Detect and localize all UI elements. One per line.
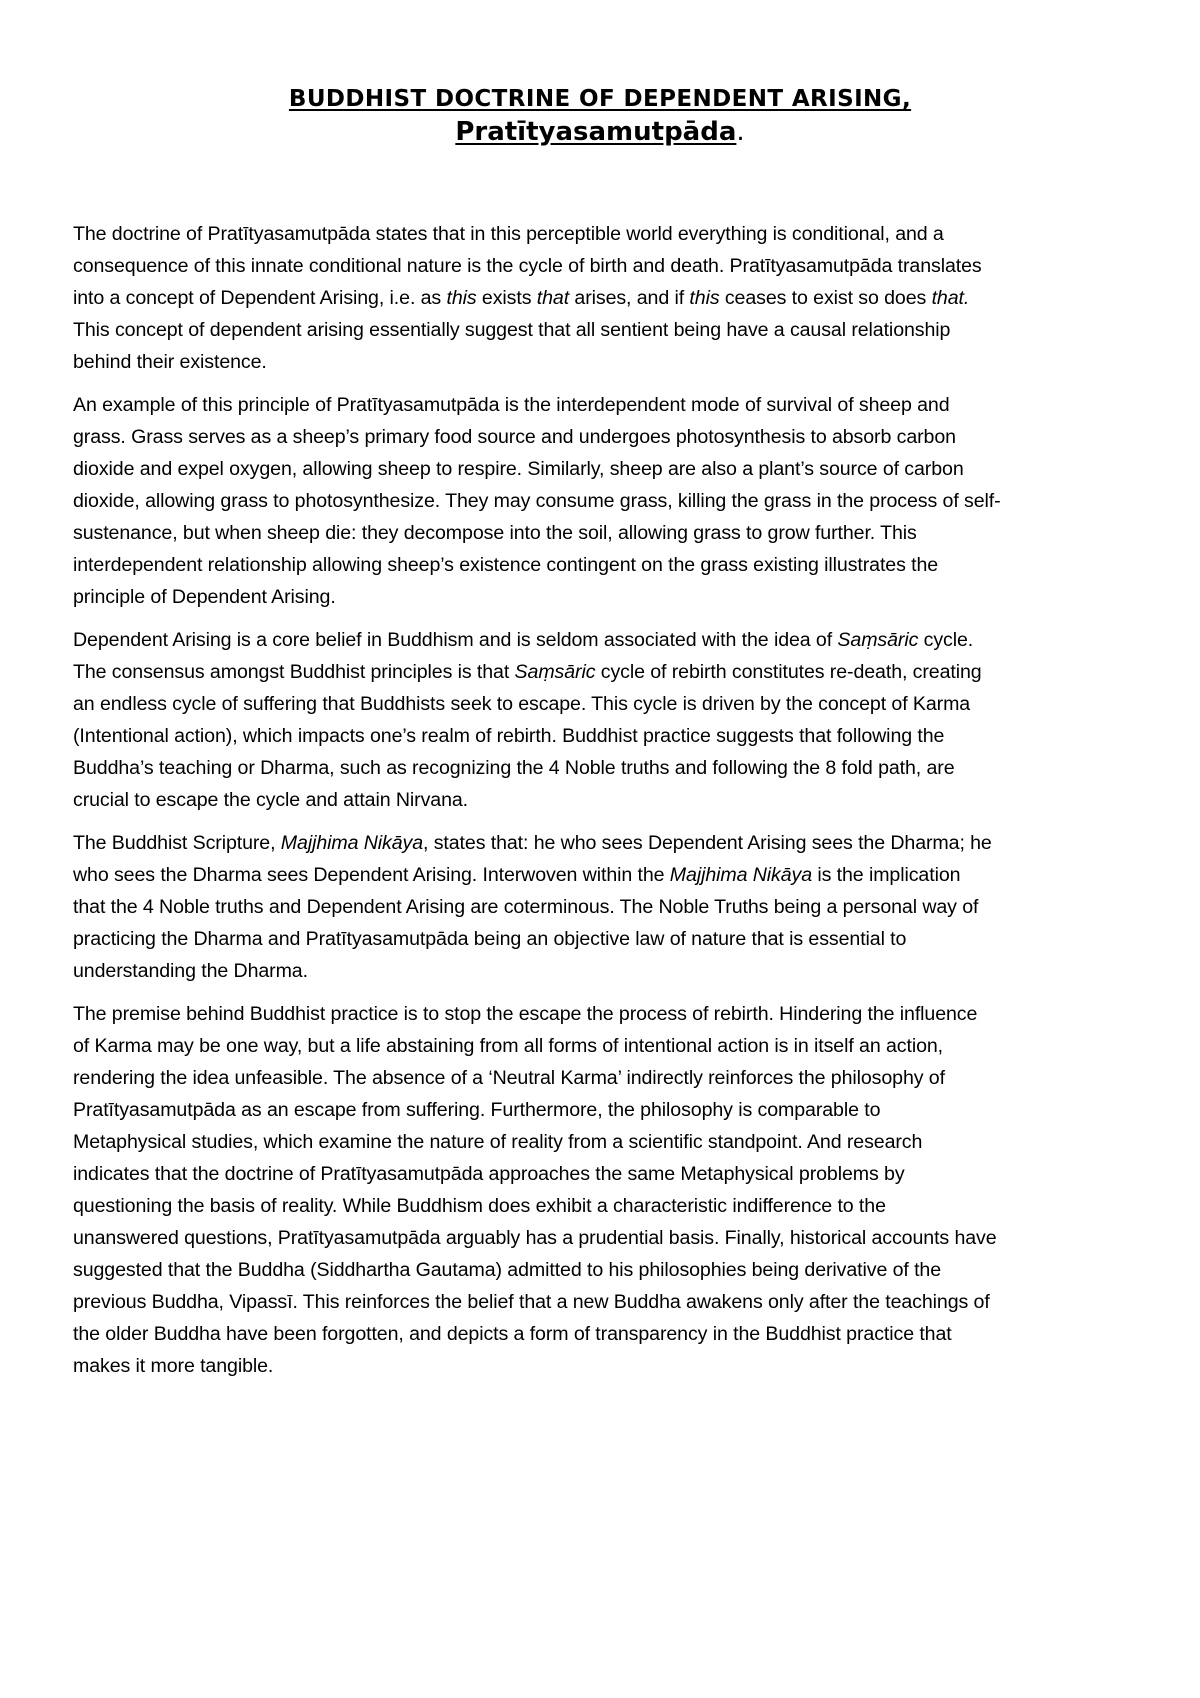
text-run: rendering the idea unfeasible. The absence of a ‘Neutral Karma’ indirectly reinforces the philosophy of [73,1067,945,1089]
text-line [73,859,1136,891]
text-run: consequence of this innate conditional nature is the cycle of birth and death. Pratītyasamutpāda translates [73,255,982,277]
text-run: suggested that the Buddha (Siddhartha Gautama) admitted to his philosophies being derivative of the [73,1259,942,1281]
italic-term: this [446,287,477,309]
text-line [73,1286,1136,1318]
title-heading: BUDDHIST DOCTRINE OF DEPENDENT ARISING, [288,86,912,112]
text-line [73,250,1136,282]
text-run: is the implication [812,864,961,886]
text-line [73,720,1136,752]
paragraph [73,998,1136,1382]
text-line [73,1222,1136,1254]
text-run: previous Buddha, Vipassī. This reinforces the belief that a new Buddha awakens only after the teachings of [73,1291,990,1313]
text-line [73,581,1136,613]
paragraph [73,218,1136,378]
text-line [73,1030,1136,1062]
title-subheading-punct: . [736,117,745,147]
text-run: who sees the Dharma sees Dependent Arising. Interwoven within the [73,864,670,886]
text-line [73,752,1136,784]
text-run: indicates that the doctrine of Pratītyasamutpāda approaches the same Metaphysical problems by [73,1163,905,1185]
text-run: (Intentional action), which impacts one’s realm of rebirth. Buddhist practice suggests that following the [73,725,945,747]
text-line [73,998,1136,1030]
text-line [73,218,1136,250]
text-line [73,549,1136,581]
italic-term: Saṃsāric [514,661,596,683]
text-run: The premise behind Buddhist practice is to stop the escape the process of rebirth. Hindering the influence [73,1003,978,1025]
document-body [73,218,1136,1393]
text-run: An example of this principle of Pratītyasamutpāda is the interdependent mode of survival of sheep and [73,394,950,416]
text-line [73,688,1136,720]
text-line [73,346,1136,378]
text-line [73,923,1136,955]
text-line [73,891,1136,923]
text-run: of Karma may be one way, but a life abstaining from all forms of intentional action is in itself an action, [73,1035,944,1057]
text-run: principle of Dependent Arising. [73,586,336,608]
text-run: into a concept of Dependent Arising, i.e. as [73,287,447,309]
italic-term: that. [931,287,970,309]
text-run: , states that: he who sees Dependent Arising sees the Dharma; he [423,832,992,854]
text-line [73,1318,1136,1350]
title-subheading [0,115,1200,149]
text-run: an endless cycle of suffering that Buddhists seek to escape. This cycle is driven by the concept of Karma [73,693,971,715]
document-title [0,84,1200,149]
text-run: dioxide and expel oxygen, allowing sheep to respire. Similarly, sheep are also a plant’s source of carbon [73,458,964,480]
text-run: practicing the Dharma and Pratītyasamutpāda being an objective law of nature that is essential to [73,928,907,950]
text-line [73,784,1136,816]
text-run: interdependent relationship allowing sheep’s existence contingent on the grass existing illustrates the [73,554,939,576]
text-run: arises, and if [569,287,690,309]
text-run: the older Buddha have been forgotten, and depicts a form of transparency in the Buddhist practice that [73,1323,952,1345]
text-run: Metaphysical studies, which examine the nature of reality from a scientific standpoint. And research [73,1131,923,1153]
paragraph [73,389,1136,613]
text-line [73,421,1136,453]
text-run: dioxide, allowing grass to photosynthesize. They may consume grass, killing the grass in the process of self- [73,490,1001,512]
text-line [73,1350,1136,1382]
text-line [73,517,1136,549]
text-run: The doctrine of Pratītyasamutpāda states that in this perceptible world everything is conditional, and a [73,223,944,245]
italic-term: Majjhima Nikāya [669,864,813,886]
text-run: Pratītyasamutpāda as an escape from suffering. Furthermore, the philosophy is comparable to [73,1099,881,1121]
text-run: Buddha’s teaching or Dharma, such as recognizing the 4 Noble truths and following the 8 fold path, are [73,757,955,779]
italic-term: this [689,287,720,309]
text-run: cycle. [918,629,974,651]
text-run: The consensus amongst Buddhist principles is that [73,661,515,683]
paragraph [73,624,1136,816]
text-line [73,827,1136,859]
text-run: crucial to escape the cycle and attain Nirvana. [73,789,469,811]
text-run: grass. Grass serves as a sheep’s primary food source and undergoes photosynthesis to absorb carbon [73,426,956,448]
text-run: behind their existence. [73,351,267,373]
text-line [73,955,1136,987]
paragraph [73,827,1136,987]
text-run: This concept of dependent arising essentially suggest that all sentient being have a causal relationship [73,319,951,341]
text-run: understanding the Dharma. [73,960,308,982]
text-run: Dependent Arising is a core belief in Buddhism and is seldom associated with the idea of [73,629,838,651]
text-run: sustenance, but when sheep die: they decompose into the soil, allowing grass to grow further. This [73,522,917,544]
text-line [73,1062,1136,1094]
text-line [73,1158,1136,1190]
title-subheading-word: Pratītyasamutpāda [455,117,737,147]
text-line [73,1254,1136,1286]
text-line [73,624,1136,656]
text-line [73,656,1136,688]
text-line [73,314,1136,346]
text-line [73,453,1136,485]
text-line [73,1190,1136,1222]
text-run: unanswered questions, Pratītyasamutpāda arguably has a prudential basis. Finally, historical accounts have [73,1227,997,1249]
text-run: exists [476,287,537,309]
text-line [73,1094,1136,1126]
text-line [73,1126,1136,1158]
text-line [73,282,1136,314]
italic-term: Saṃsāric [837,629,919,651]
text-run: cycle of rebirth constitutes re-death, creating [595,661,982,683]
text-run: questioning the basis of reality. While Buddhism does exhibit a characteristic indifference to the [73,1195,886,1217]
text-run: ceases to exist so does [719,287,932,309]
italic-term: Majjhima Nikāya [280,832,424,854]
text-run: that the 4 Noble truths and Dependent Arising are coterminous. The Noble Truths being a personal way of [73,896,979,918]
text-line [73,389,1136,421]
text-line [73,485,1136,517]
italic-term: that [536,287,570,309]
text-run: makes it more tangible. [73,1355,274,1377]
text-run: The Buddhist Scripture, [73,832,281,854]
